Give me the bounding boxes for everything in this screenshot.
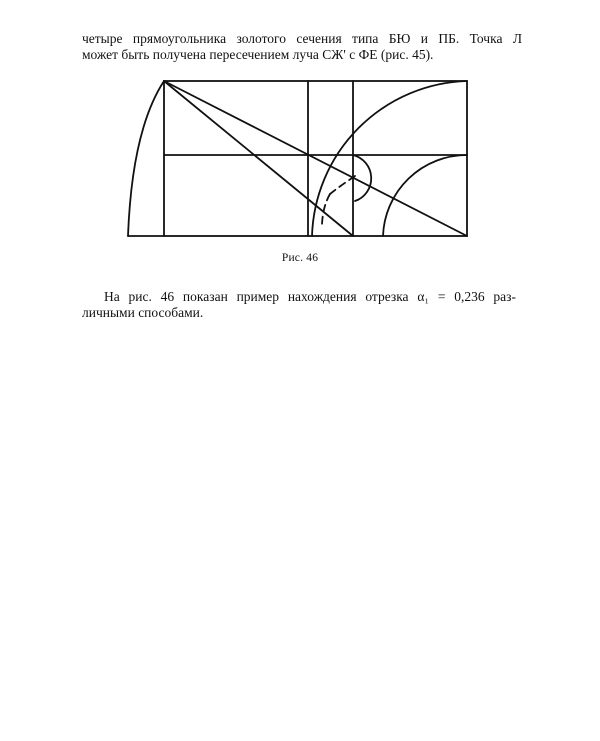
paragraph-body-line-2: личными способами. [82,305,204,320]
figure-small-arc [383,155,467,236]
figure-left-arc [128,81,164,236]
figure-diagonal-long [164,81,467,236]
figure-dashed-arc [330,176,355,194]
figure-dashed-arc-lower [322,194,330,224]
paragraph-body-line-1: На рис. 46 показан пример нахождения отрезка α₁ = 0,236 раз- [104,289,516,304]
figure-caption: Рис. 46 [281,252,319,264]
paragraph-body [82,289,516,321]
paragraph-intro-line-2: может быть получена пересечением луча СЖ' с ФЕ (рис. 45). [82,47,434,62]
figure-inner-arc [353,155,371,201]
paragraph-intro-line-1: четыре прямоугольника золотого сечения типа БЮ и ПБ. Точка Л [82,31,522,46]
figure-diagonal-short [164,81,353,236]
